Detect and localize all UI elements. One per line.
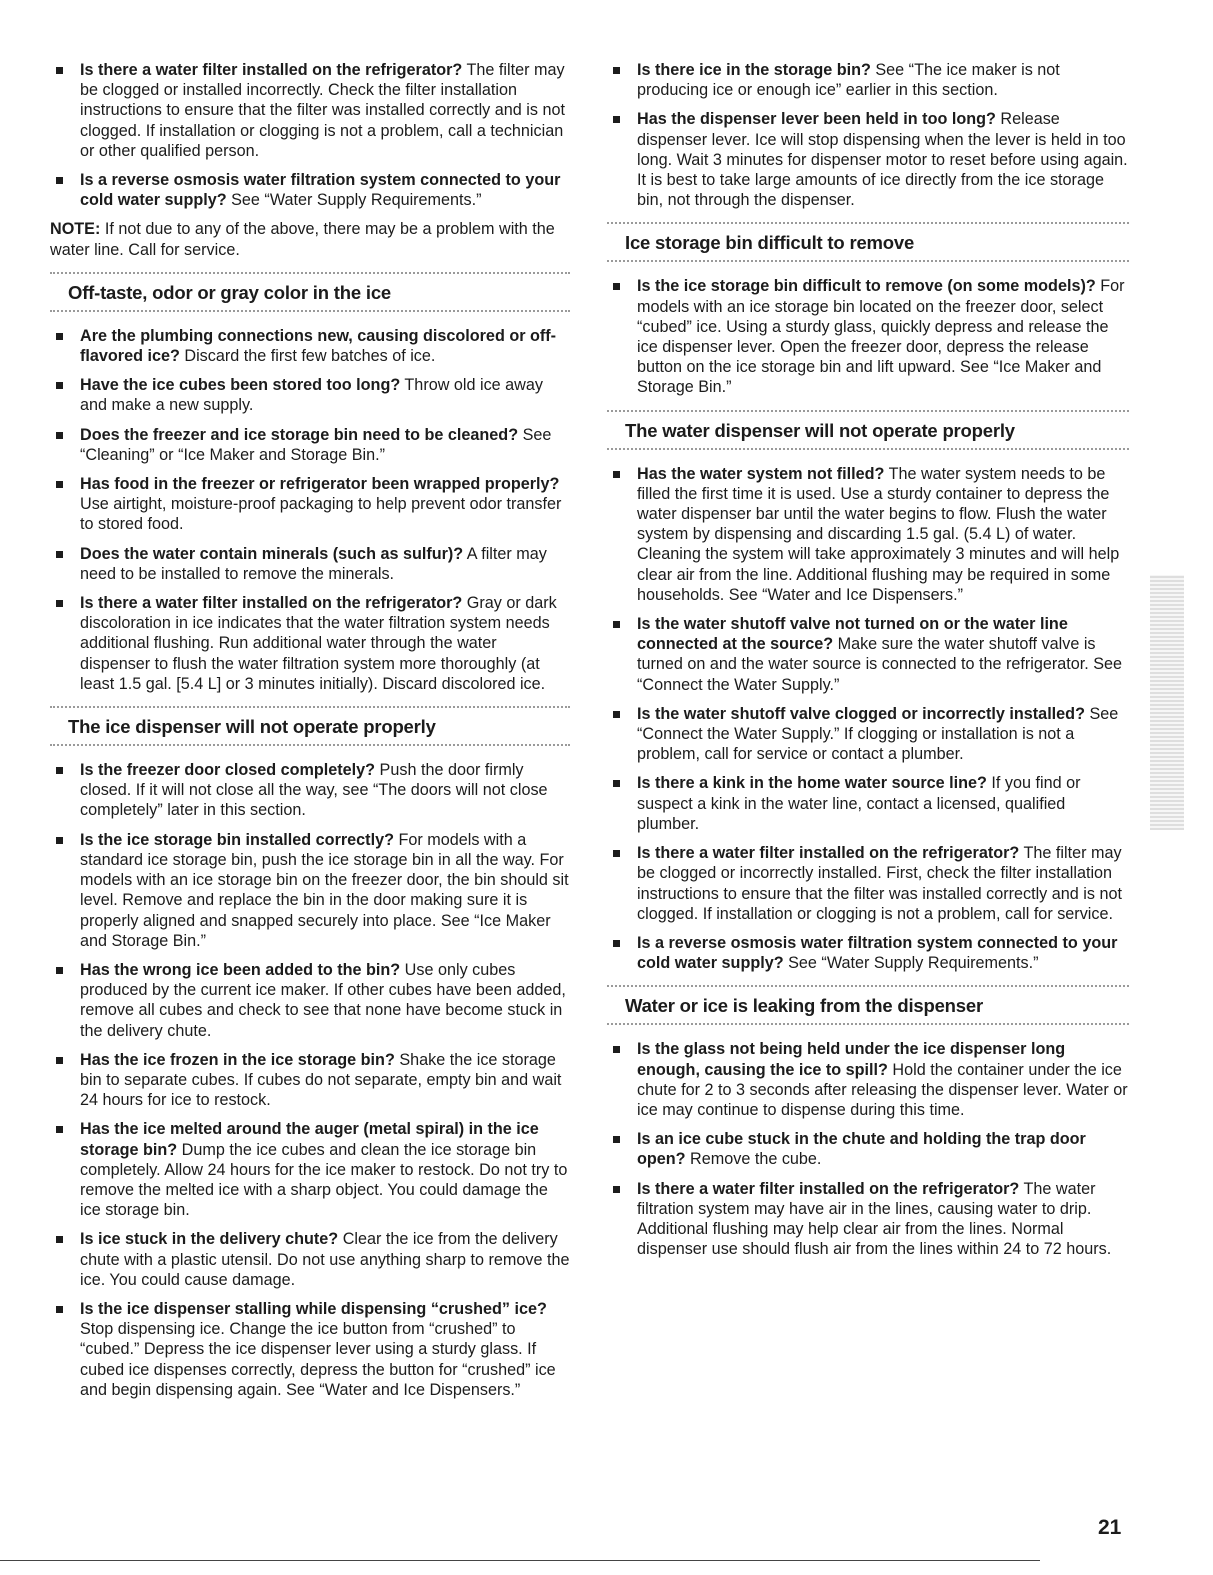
section-off-taste (50, 272, 570, 312)
item-answer: Hold the container under the ice chute for 2 to 3 seconds after releasing the dispenser lever. Water or ice may continue to dispense during this time. (637, 1060, 1128, 1119)
item-question: Has the ice frozen in the ice storage bin? (80, 1050, 395, 1069)
section-divider (607, 1023, 1129, 1025)
item-answer: Release dispenser lever. Ice will stop dispensing when the lever is held in too long. Wait 3 minutes for dispenser motor to reset before using again. It is best to take large amounts of ice directly from the ice storage bin, not through the dispenser. (637, 110, 1128, 210)
item-answer: See “Connect the Water Supply.” If clogging or installation is not a problem, call for service or contact a plumber. (637, 704, 1119, 764)
item-answer: Gray or dark discoloration in ice indicates that the water filtration system needs additional flushing. Run additional water through the water dispenser to flush the water filtration system more thoroughly (at least 1.5 gal. [5.4 L] or 3 minutes initially). Discard discolored ice. (80, 594, 557, 693)
square-bullet-icon (56, 1057, 63, 1064)
list-item (607, 1039, 1129, 1120)
item-question: Does the freezer and ice storage bin need to be cleaned? (80, 425, 519, 444)
section-heading: The water dispenser will not operate properly (625, 419, 1015, 441)
item-question: Has food in the freezer or refrigerator been wrapped properly? (80, 475, 560, 494)
item-answer: Remove the cube. (685, 1150, 822, 1169)
section-heading: The ice dispenser will not operate properly (68, 716, 436, 738)
item-answer: See “The ice maker is not producing ice or enough ice” earlier in this section. (637, 61, 1060, 100)
square-bullet-icon (613, 116, 620, 123)
item-answer: Clear the ice from the delivery chute with a plastic utensil. Do not use anything sharp to remove the ice. You could cause damage. (80, 1230, 570, 1289)
item-answer: Use airtight, moisture-proof packaging to help prevent odor transfer to stored food. (80, 495, 562, 534)
square-bullet-icon (56, 967, 63, 974)
square-bullet-icon (613, 940, 620, 947)
square-bullet-icon (613, 1046, 620, 1053)
square-bullet-icon (56, 481, 63, 488)
section-heading: Ice storage bin difficult to remove (625, 232, 915, 254)
left-column (50, 60, 570, 1409)
list-item (50, 544, 570, 584)
square-bullet-icon (613, 471, 620, 478)
item-question: Have the ice cubes been stored too long? (80, 376, 401, 395)
item-question: Is the freezer door closed completely? (80, 761, 376, 780)
item-question: Is ice stuck in the delivery chute? (80, 1230, 339, 1249)
section-storage-bin (607, 222, 1129, 262)
item-answer: The filter may be clogged or incorrectly installed. First, check the filter installation instructions to ensure that the filter was installed correctly and is not clogged. If installation or clogging is not a problem, call for service. (637, 844, 1122, 923)
list-item (607, 464, 1129, 605)
item-question: Is the water shutoff valve not turned on or the water line connected at the source? (637, 615, 1068, 654)
list-item (50, 326, 570, 366)
square-bullet-icon (56, 177, 63, 184)
item-answer: Discard the first few batches of ice. (179, 347, 436, 366)
section-water-dispenser (607, 410, 1129, 450)
list-item (50, 1229, 570, 1290)
item-answer: For models with a standard ice storage bin, push the ice storage bin in all the way. For models with an ice storage bin on the freezer door, the bin should sit level. Remove and replace the bin in the door making sure it is properly aligned and snapped securely into place. See “Ice Maker and Storage Bin.” (80, 830, 569, 950)
storage-bin-list (607, 276, 1129, 397)
item-question: Is the ice storage bin difficult to remove (on some models)? (637, 277, 1096, 296)
square-bullet-icon (56, 333, 63, 340)
list-item (50, 474, 570, 535)
bottom-rule (0, 1560, 1040, 1561)
list-item (50, 760, 570, 821)
item-answer: Use only cubes produced by the current ice maker. If other cubes have been added, remove all cubes and check to see that none have become stuck in the delivery chute. (80, 960, 566, 1040)
list-item (50, 170, 570, 210)
item-question: Does the water contain minerals (such as sulfur)? (80, 544, 464, 563)
list-item (607, 109, 1129, 210)
square-bullet-icon (613, 67, 620, 74)
item-answer: Shake the ice storage bin to separate cubes. If cubes do not separate, empty bin and wait 24 hours for ice to restock. (80, 1050, 562, 1110)
item-question: Is there a water filter installed on the refrigerator? (637, 1179, 1020, 1198)
list-item (50, 1119, 570, 1220)
item-question: Has the ice melted around the auger (metal spiral) in the ice storage bin? (80, 1120, 539, 1159)
item-question: Is the ice dispenser stalling while dispensing “crushed” ice? (80, 1299, 547, 1318)
section-divider (607, 260, 1129, 262)
list-item (50, 830, 570, 951)
list-item (50, 60, 570, 161)
item-answer: The filter may be clogged or installed incorrectly. Check the filter installation instructions to ensure that the filter was installed correctly and is not clogged. If installation or clogging is not a problem, call a technician or other qualified person. (80, 61, 565, 160)
item-question: Has the water system not filled? (637, 464, 885, 483)
item-question: Is the water shutoff valve clogged or incorrectly installed? (637, 704, 1085, 723)
item-question: Is an ice cube stuck in the chute and holding the trap door open? (637, 1130, 1086, 1169)
square-bullet-icon (56, 767, 63, 774)
square-bullet-icon (56, 837, 63, 844)
note-label: NOTE: (50, 220, 101, 239)
item-question: Has the wrong ice been added to the bin? (80, 960, 401, 979)
square-bullet-icon (613, 780, 620, 787)
square-bullet-icon (56, 382, 63, 389)
square-bullet-icon (56, 1306, 63, 1313)
square-bullet-icon (613, 621, 620, 628)
item-answer: Stop dispensing ice. Change the ice button from “crushed” to “cubed.” Depress the ice dispenser lever using a sturdy glass. If cubed ice dispenses correctly, depress the button for “crushed” ice and begin dispensing again. See “Water and Ice Dispensers.” (80, 1320, 556, 1399)
section-divider (50, 310, 570, 312)
leaking-list (607, 1039, 1129, 1259)
list-item (607, 276, 1129, 397)
square-bullet-icon (56, 1126, 63, 1133)
item-question: Is a reverse osmosis water filtration system connected to your cold water supply? (80, 171, 561, 210)
item-answer: See “Cleaning” or “Ice Maker and Storage Bin.” (80, 425, 552, 464)
item-question: Are the plumbing connections new, causing discolored or off-flavored ice? (80, 326, 557, 366)
item-answer: Make sure the water shutoff valve is turned on and the water source is connected to the refrigerator. See “Connect the Water Supply.” (637, 635, 1123, 694)
item-answer: See “Water Supply Requirements.” (226, 191, 482, 210)
item-answer: See “Water Supply Requirements.” (783, 954, 1039, 973)
section-heading: Water or ice is leaking from the dispenser (625, 995, 983, 1017)
page-number: 21 (1098, 1516, 1122, 1539)
list-item (607, 60, 1129, 100)
item-answer: For models with an ice storage bin located on the freezer door, select “cubed” ice. Using a sturdy glass, quickly depress and release the ice dispenser lever. Open the freezer door, depress the release button on the ice storage bin and lift upward. See “Ice Maker and Storage Bin.” (637, 277, 1125, 397)
list-item (607, 1129, 1129, 1169)
water-dispenser-list (607, 464, 1129, 974)
list-item (607, 843, 1129, 924)
item-question: Is the glass not being held under the ice dispenser long enough, causing the ice to spill? (637, 1040, 1066, 1079)
section-divider (50, 744, 570, 746)
ice-dispenser-list (50, 760, 570, 1400)
item-question: Is the ice storage bin installed correctly? (80, 830, 394, 849)
list-item (607, 773, 1129, 834)
square-bullet-icon (56, 432, 63, 439)
list-item (50, 1050, 570, 1111)
section-divider (607, 448, 1129, 450)
square-bullet-icon (613, 1186, 620, 1193)
item-answer: Throw old ice away and make a new supply. (80, 376, 543, 415)
square-bullet-icon (613, 1136, 620, 1143)
list-item (50, 425, 570, 465)
list-item (50, 375, 570, 415)
right-column (607, 60, 1129, 1268)
list-item (50, 593, 570, 694)
list-item (50, 1299, 570, 1400)
square-bullet-icon (56, 67, 63, 74)
section-heading: Off-taste, odor or gray color in the ice (68, 281, 391, 303)
square-bullet-icon (56, 1236, 63, 1243)
section-leaking (607, 985, 1129, 1025)
item-answer: The water system needs to be filled the first time it is used. Use a sturdy container to depress the water dispenser bar until the water begins to flow. Flush the water system by dispensing and discarding 1.5 gal. (5.4 L) of water. Cleaning the system will take approximately 3 minutes and will help clear air from the line. Additional flushing may be required in some households. See “Water and Ice Dispensers.” (637, 464, 1120, 604)
right-intro-list (607, 60, 1129, 210)
square-bullet-icon (613, 850, 620, 857)
item-answer: The water filtration system may have air in the lines, causing water to drip. Additional flushing may help clear air from the lines. Normal dispenser use should flush air from the lines within 24 to 72 hours. (637, 1179, 1112, 1259)
item-question: Is there ice in the storage bin? (637, 61, 871, 79)
square-bullet-icon (56, 551, 63, 558)
list-item (607, 704, 1129, 765)
list-item (607, 614, 1129, 695)
square-bullet-icon (613, 711, 620, 718)
list-item (607, 933, 1129, 973)
note-paragraph (50, 219, 570, 259)
item-question: Is there a water filter installed on the refrigerator? (80, 61, 463, 79)
list-item (50, 960, 570, 1041)
item-answer: A filter may need to be installed to remove the minerals. (80, 544, 547, 583)
item-question: Is a reverse osmosis water filtration system connected to your cold water supply? (637, 933, 1118, 973)
item-question: Has the dispenser lever been held in too long? (637, 110, 996, 129)
left-intro-list (50, 60, 570, 210)
item-answer: Dump the ice cubes and clean the ice storage bin completely. Allow 24 hours for the ice maker to restock. Do not try to remove the melted ice with a sharp object. You could damage the ice storage bin. (80, 1140, 568, 1220)
list-item (607, 1179, 1129, 1260)
item-answer: If you find or suspect a kink in the water line, contact a licensed, qualified plumber. (637, 774, 1081, 833)
item-question: Is there a kink in the home water source line? (637, 774, 987, 793)
item-question: Is there a water filter installed on the refrigerator? (637, 844, 1020, 863)
section-ice-dispenser (50, 706, 570, 746)
item-question: Is there a water filter installed on the refrigerator? (80, 594, 463, 613)
scan-edge-mark (1150, 575, 1184, 830)
square-bullet-icon (613, 283, 620, 290)
note-text: If not due to any of the above, there may be a problem with the water line. Call for service. (50, 220, 555, 259)
off-taste-list (50, 326, 570, 694)
square-bullet-icon (56, 600, 63, 607)
item-answer: Push the door firmly closed. If it will not close all the way, see “The doors will not close completely” later in this section. (80, 761, 548, 820)
